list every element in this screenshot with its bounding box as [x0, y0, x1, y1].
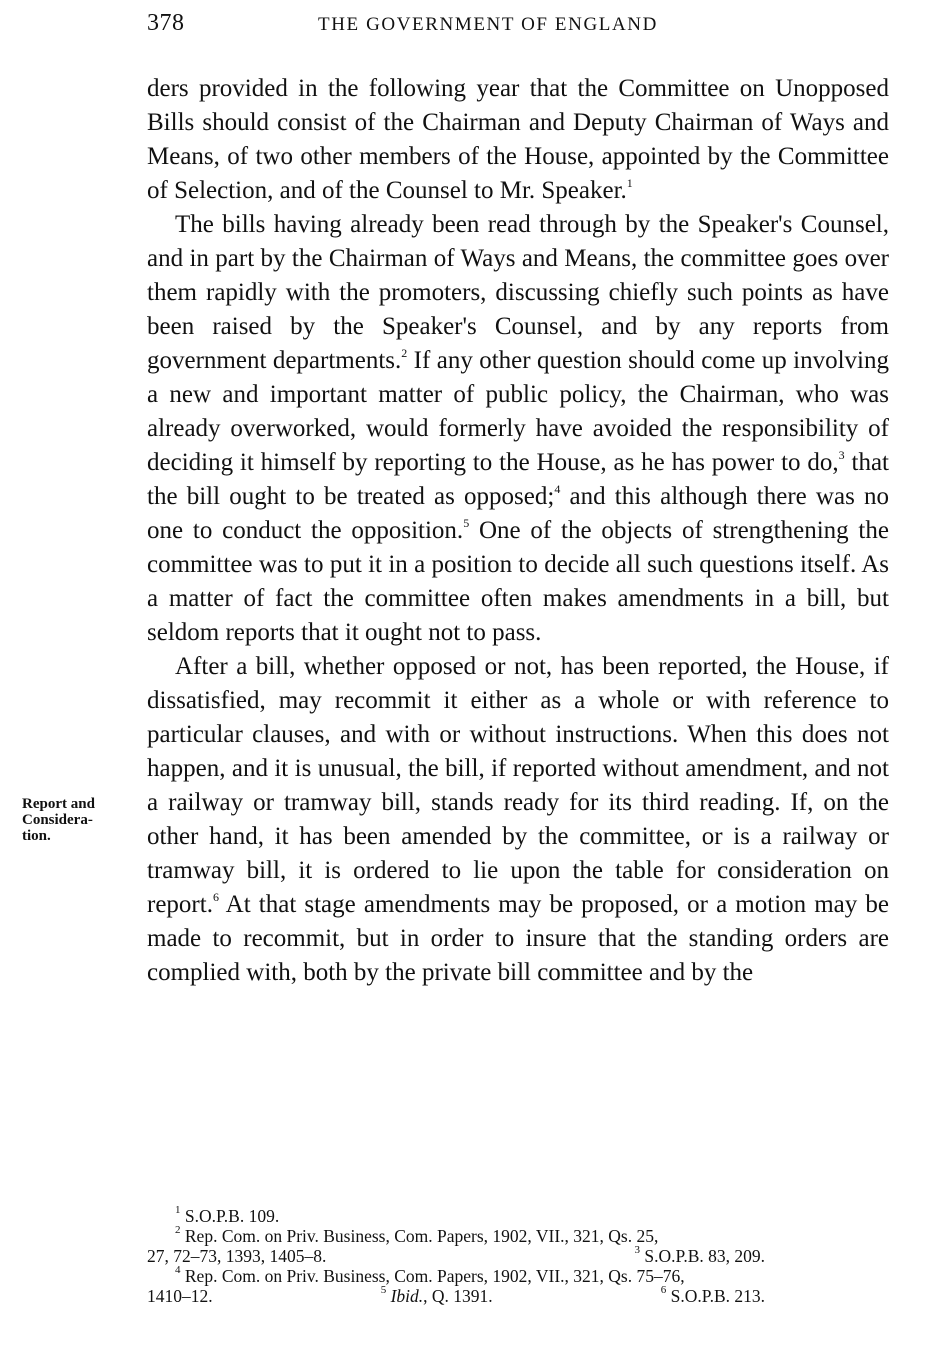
footnote-ref: 1 — [626, 175, 633, 190]
footnote-ref: 6 — [212, 889, 219, 904]
footnote-ref: 3 — [838, 447, 845, 462]
marginal-note — [22, 796, 132, 844]
footnote-text: 1410–12. — [147, 1286, 213, 1306]
paragraph-text: At that stage amendments may be proposed, or a motion may be made to recommit, but in order to insure that the standing orders are complied with, both by the private bill committee and by the — [147, 891, 889, 986]
footnote — [381, 1286, 493, 1306]
footnote-line — [147, 1286, 889, 1306]
footnote-mark: 3 — [634, 1244, 641, 1257]
running-title: THE GOVERNMENT OF ENGLAND — [318, 14, 658, 35]
marginal-note-line: Report and — [22, 796, 95, 812]
footnote — [147, 1226, 889, 1246]
footnote — [147, 1266, 889, 1286]
paragraph — [147, 72, 889, 208]
marginal-note-line: tion. — [22, 828, 51, 844]
paragraph-text: If any other question should come up involving a new and important matter of public policy, the Chairman, who was already overworked, would formerly have avoided the responsibility of deciding it himself by reporting to the House, as he has power to do, — [147, 347, 889, 476]
page-number: 378 — [147, 10, 185, 36]
paragraph-text: After a bill, whether opposed or not, has been reported, the House, if dissatisfied, may recommit it either as a whole or with reference to particular clauses, and with or without instructions. When this does not happen, and it is unusual, the bill, if reported without amendment, and not a railway or tramway bill, stands ready for its third reading. If, on the other hand, it has been amended by the committee, or is a railway or tramway bill, it is ordered to lie upon the table for consideration on report. — [147, 653, 889, 918]
paragraph — [147, 208, 889, 650]
footnote-mark: 6 — [660, 1284, 667, 1297]
footnote-mark: 5 — [380, 1284, 387, 1297]
paragraph-text: that the bill ought to be treated as opposed; — [147, 449, 889, 510]
paragraph-text: The bills having already been read through by the Speaker's Counsel, and in part by the Chairman of Ways and Means, the committee goes over them rapidly with the promoters, discussing chiefly such points as have been raised by the Speaker's Counsel, and by any reports from government departments. — [147, 211, 889, 374]
footnote — [147, 1206, 889, 1226]
paragraph — [147, 650, 889, 990]
footnote-line — [147, 1246, 889, 1266]
footnote-ref: 5 — [463, 515, 470, 530]
marginal-note-line: Considera- — [22, 812, 93, 828]
footnote-mark: 1 — [175, 1204, 181, 1217]
footnote-text: 27, 72–73, 1393, 1405–8. — [147, 1246, 327, 1266]
footnote-text: S.O.P.B. 83, 209. — [644, 1246, 765, 1266]
footnote-mark: 2 — [175, 1224, 181, 1237]
paragraph-text: One of the objects of strengthening the committee was to put it in a position to decide all such questions itself. As a matter of fact the committee often makes amendments in a bill, but seldom reports that it ought not to pass. — [147, 517, 889, 646]
footnotes — [147, 1206, 889, 1306]
footnote-text: S.O.P.B. 213. — [670, 1286, 765, 1306]
footnote-mark: 4 — [175, 1264, 181, 1277]
footnote-ref: 4 — [554, 481, 561, 496]
footnote — [635, 1246, 765, 1266]
footnote-ref: 2 — [401, 345, 408, 360]
footnote-text: Ibid. — [390, 1286, 424, 1306]
footnote — [661, 1286, 765, 1306]
footnote-text: , Q. 1391. — [423, 1286, 493, 1306]
body-text — [147, 72, 889, 990]
paragraph-text: ders provided in the following year that the Committee on Unopposed Bills should consist of the Chairman and Deputy Chairman of Ways and Means, of two other members of the House, appointed by the Committee of Selection, and of the Counsel to Mr. Speaker. — [147, 75, 889, 204]
paragraph-text: and this although there was no one to conduct the opposition. — [147, 483, 889, 544]
footnote-text: S.O.P.B. 109. — [184, 1206, 280, 1226]
footnote-text: Rep. Com. on Priv. Business, Com. Papers, 1902, VII., 321, Qs. 25, — [184, 1226, 659, 1246]
footnote-text: Rep. Com. on Priv. Business, Com. Papers, 1902, VII., 321, Qs. 75–76, — [184, 1266, 685, 1286]
